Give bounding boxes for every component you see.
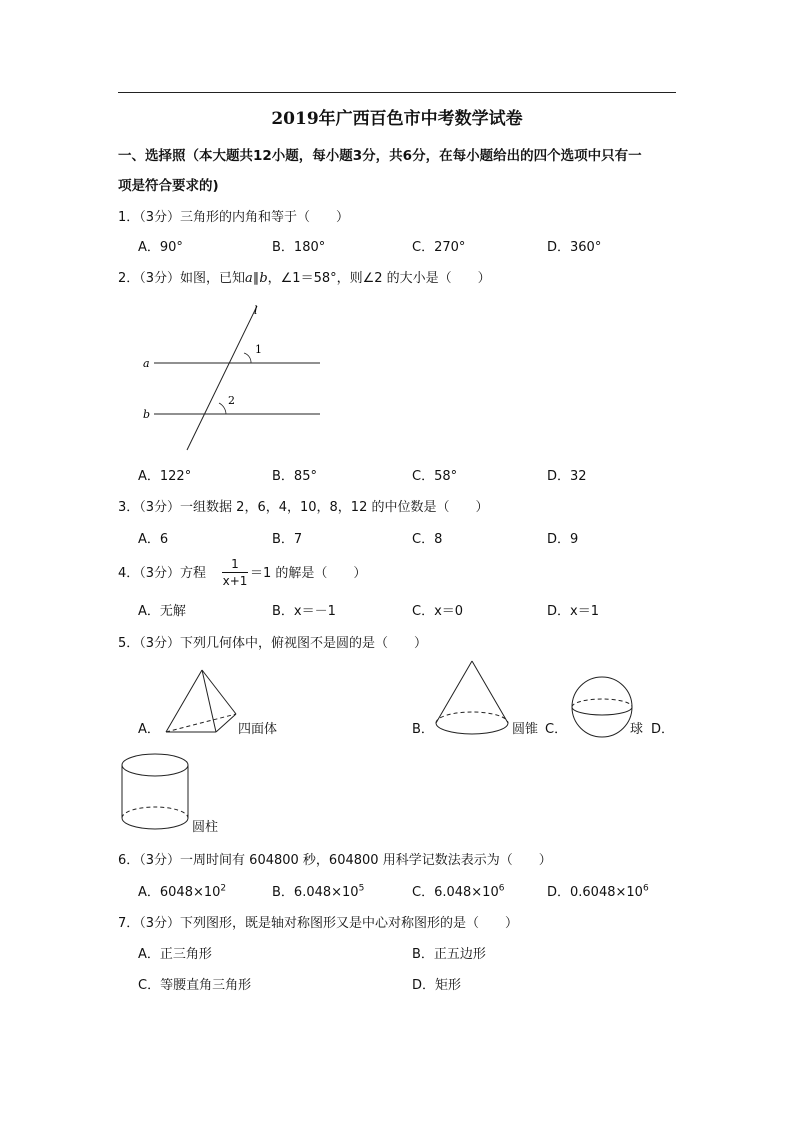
angle-2-arc [219, 403, 226, 414]
q2-parallel-lines-figure [140, 302, 330, 454]
q4-stem-pre: 4．（3分）方程 [118, 566, 207, 581]
cylinder-figure [120, 752, 192, 832]
q6-option-b [272, 885, 364, 901]
section-heading-line2: 项是符合要求的) [118, 178, 219, 194]
q7-option-a: A．正三角形 [138, 947, 212, 962]
q2-stem-pre: 2．（3分）如图，已知 [118, 271, 246, 286]
q4-option-d: D．x＝1 [547, 604, 599, 619]
tetrahedron-figure [160, 668, 240, 738]
q4-option-a: A．无解 [138, 604, 186, 619]
q6-option-a-base: A．6048×10 [138, 885, 221, 900]
label-angle-1: 1 [255, 343, 262, 356]
q6-option-c [412, 885, 504, 901]
q4-option-c: C．x＝0 [412, 604, 464, 619]
angle-1-arc [244, 353, 251, 363]
q4-fraction [222, 557, 248, 588]
q2-option-b: B．85° [272, 469, 317, 484]
q6-stem: 6．（3分）一周时间有 604800 秒，604800 用科学记数法表示为（ ） [118, 853, 552, 868]
q1-option-d: D．360° [547, 240, 602, 255]
q6-option-a-exponent: 2 [220, 883, 227, 894]
q2-parallel-sign: ∥ [252, 271, 260, 286]
q4-option-b: B．x＝－1 [272, 604, 336, 619]
q5-option-a: A． [138, 722, 160, 737]
page-title: 2019年广西百色市中考数学试卷 [271, 109, 523, 129]
q2-option-a: A．122° [138, 469, 192, 484]
q5-option-c: C． [545, 722, 568, 737]
label-b: b [143, 408, 151, 421]
q1-option-a: A．90° [138, 240, 183, 255]
q5-label-cone: 圆锥 [512, 722, 539, 737]
header-rule [118, 92, 676, 93]
q6-option-d-base: D．0.6048×10 [547, 885, 643, 900]
q7-option-d: D．矩形 [412, 978, 462, 993]
q6-option-d-exponent: 6 [642, 883, 649, 894]
q6-option-c-base: C．6.048×10 [412, 885, 499, 900]
q5-label-sphere: 球 [630, 722, 644, 737]
cone-figure [432, 658, 514, 740]
q5-label-cylinder: 圆柱 [192, 820, 219, 835]
label-a: a [143, 357, 150, 370]
q3-option-a: A．6 [138, 532, 169, 547]
q7-option-c: C．等腰直角三角形 [138, 978, 252, 993]
q6-option-b-base: B．6.048×10 [272, 885, 359, 900]
q3-option-c: C．8 [412, 532, 443, 547]
q7-stem: 7．（3分）下列图形，既是轴对称图形又是中心对称图形的是（ ） [118, 916, 519, 931]
sphere-figure [570, 675, 636, 741]
q4-fraction-numerator: 1 [222, 557, 248, 573]
q3-option-d: D．9 [547, 532, 579, 547]
q2-option-c: C．58° [412, 469, 458, 484]
q2-var-a: a [245, 271, 253, 286]
q3-stem: 3．（3分）一组数据 2，6，4，10，8，12 的中位数是（ ） [118, 500, 489, 515]
q6-option-d [547, 885, 649, 901]
q4-stem-post: ＝1 的解是（ ） [250, 566, 367, 581]
q5-option-d: D． [651, 722, 675, 737]
q6-option-c-exponent: 6 [498, 883, 505, 894]
q5-option-b: B． [412, 722, 434, 737]
q2-stem [118, 271, 491, 287]
q1-stem: 1．（3分）三角形的内角和等于（ ） [118, 210, 350, 225]
label-angle-2: 2 [228, 394, 235, 407]
q7-option-b: B．正五边形 [412, 947, 486, 962]
transversal-l [187, 306, 257, 450]
label-l: l [254, 304, 258, 317]
q3-option-b: B．7 [272, 532, 303, 547]
q5-label-tetrahedron: 四面体 [238, 722, 278, 737]
q6-option-b-exponent: 5 [358, 883, 365, 894]
q6-option-a [138, 885, 226, 901]
q5-stem: 5．（3分）下列几何体中，俯视图不是圆的是（ ） [118, 636, 428, 651]
q2-option-d: D．32 [547, 469, 587, 484]
q2-var-b: b [259, 271, 268, 286]
q4-fraction-denominator: x+1 [222, 574, 248, 588]
q1-option-b: B．180° [272, 240, 326, 255]
q1-option-c: C．270° [412, 240, 466, 255]
q2-stem-post: ，∠1＝58°，则∠2 的大小是（ ） [267, 271, 491, 286]
section-heading-line1: 一、选择照（本大题共12小题，每小题3分，共6分，在每小题给出的四个选项中只有一 [118, 148, 642, 164]
